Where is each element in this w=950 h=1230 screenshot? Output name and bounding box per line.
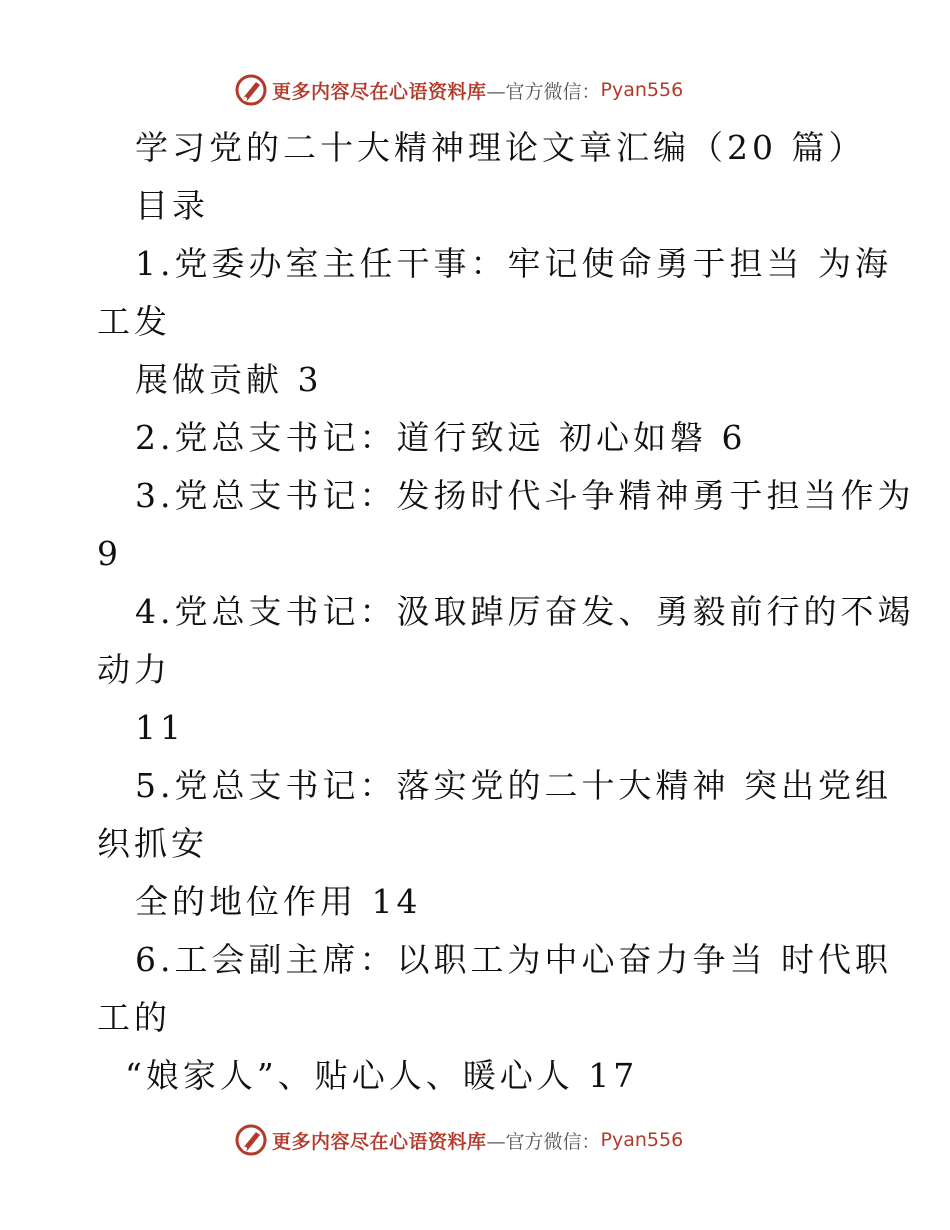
- toc-entry-3: 3.党总支书记：发扬时代斗争精神勇于担当作为: [135, 476, 915, 515]
- watermark-wechat-id: Pyan556: [600, 79, 684, 101]
- toc-entry-4-page: 11: [135, 708, 185, 747]
- toc-entry-5: 5.党总支书记：落实党的二十大精神 突出党组: [135, 766, 892, 805]
- toc-entry-6-page: “娘家人”、贴心人、暖心人 17: [125, 1056, 639, 1095]
- toc-entry-1-cont: 工发: [97, 302, 171, 341]
- toc-entry-2: 2.党总支书记：道行致远 初心如磐 6: [135, 418, 747, 457]
- toc-entry-6-cont: 工的: [97, 998, 171, 1037]
- watermark-separator: —官方微信：: [486, 1130, 601, 1153]
- toc-entry-1: 1.党委办室主任干事：牢记使命勇于担当 为海: [135, 244, 892, 283]
- toc-entry-6: 6.工会副主席：以职工为中心奋力争当 时代职: [135, 940, 892, 979]
- watermark-separator: —官方微信：: [486, 80, 601, 103]
- toc-entry-1-page: 展做贡献 3: [135, 360, 323, 399]
- watermark-text: 更多内容尽在心语资料库: [272, 80, 487, 103]
- pen-logo-icon: [234, 73, 268, 107]
- document-title: 学习党的二十大精神理论文章汇编（20 篇）: [135, 128, 866, 167]
- toc-entry-3-page: 9: [97, 534, 122, 573]
- watermark-footer: [234, 1122, 683, 1158]
- watermark-header: [234, 72, 683, 108]
- watermark-text: 更多内容尽在心语资料库: [272, 1130, 487, 1153]
- toc-entry-5-cont: 织抓安: [97, 824, 208, 863]
- toc-entry-4-cont: 动力: [97, 650, 171, 689]
- pen-logo-icon: [234, 1123, 268, 1157]
- watermark-wechat-id: Pyan556: [600, 1129, 684, 1151]
- toc-entry-4: 4.党总支书记：汲取踔厉奋发、勇毅前行的不竭: [135, 592, 915, 631]
- toc-entry-5-page: 全的地位作用 14: [135, 882, 422, 921]
- toc-heading: 目录: [135, 186, 209, 225]
